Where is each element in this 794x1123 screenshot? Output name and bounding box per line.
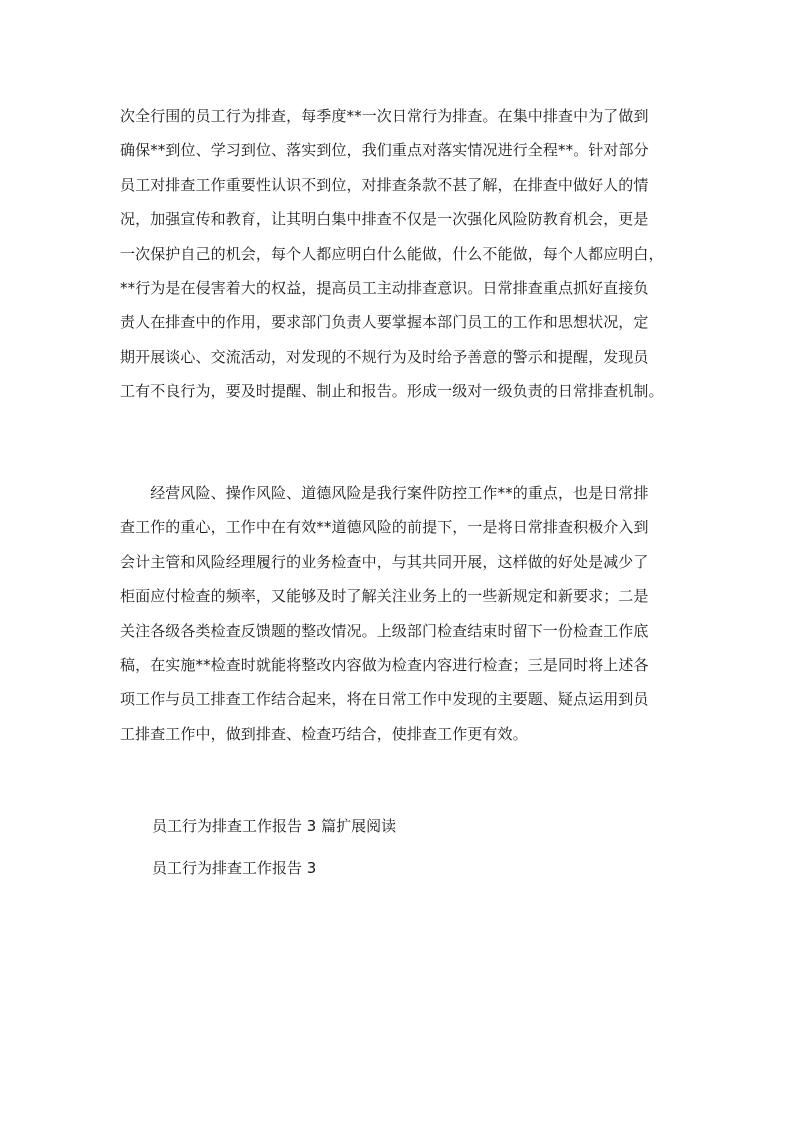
paragraph-line: 责人在排查中的作用，要求部门负责人要掌握本部门员工的工作和思想状况，定 (120, 313, 649, 332)
paragraph-line: 员工对排查工作重要性认识不到位，对排查条款不甚了解，在排查中做好人的情 (120, 175, 649, 194)
paragraph-line: 次全行围的员工行为排查，每季度**一次日常行为排查。在集中排查中为了做到 (120, 107, 649, 125)
paragraph-line: 工有不良行为，要及时提醒、制止和报告。形成一级对一级负责的日常排查机制。 (120, 382, 664, 401)
paragraph-line: 会计主管和风险经理履行的业务检查中，与其共同开展，这样做的好处是减少了 (120, 552, 649, 571)
paragraph-1 (120, 99, 676, 409)
extended-reading-title: 员工行为排查工作报告 3 篇扩展阅读 (152, 817, 397, 835)
extended-reading-subtitle: 员工行为排查工作报告 3 (152, 859, 317, 877)
paragraph-line: 关注各级各类检查反馈题的整改情况。上级部门检查结束时留下一份检查工作底 (120, 621, 649, 640)
paragraph-line: 况，加强宣传和教育，让其明白集中排查不仅是一次强化风险防教育机会，更是 (120, 210, 649, 229)
paragraph-line: 稿，在实施**检查时就能将整改内容做为检查内容进行检查；三是同时将上述各 (120, 655, 649, 674)
paragraph-line: 项工作与员工排查工作结合起来，将在日常工作中发现的主要题、疑点运用到员 (120, 690, 649, 709)
paragraph-line: **行为是在侵害着大的权益，提高员工主动排查意识。日常排查重点抓好直接负 (120, 278, 649, 297)
paragraph-line: 经营风险、操作风险、道德风险是我行案件防控工作**的重点，也是日常排 (120, 484, 649, 502)
paragraph-line: 柜面应付检查的频率，又能够及时了解关注业务上的一些新规定和新要求；二是 (120, 587, 649, 606)
paragraph-line: 查工作的重心，工作中在有效**道德风险的前提下，一是将日常排查积极介入到 (120, 518, 649, 537)
paragraph-line: 期开展谈心、交流活动，对发现的不规行为及时给予善意的警示和提醒，发现员 (120, 347, 649, 366)
paragraph-line: 确保**到位、学习到位、落实到位，我们重点对落实情况进行全程**。针对部分 (120, 141, 649, 160)
paragraph-2 (120, 476, 676, 751)
paragraph-line: 一次保护自己的机会，每个人都应明白什么能做，什么不能做，每个人都应明白， (120, 244, 664, 263)
paragraph-line: 工排查工作中，做到排查、检查巧结合，使排查工作更有效。 (120, 724, 528, 743)
